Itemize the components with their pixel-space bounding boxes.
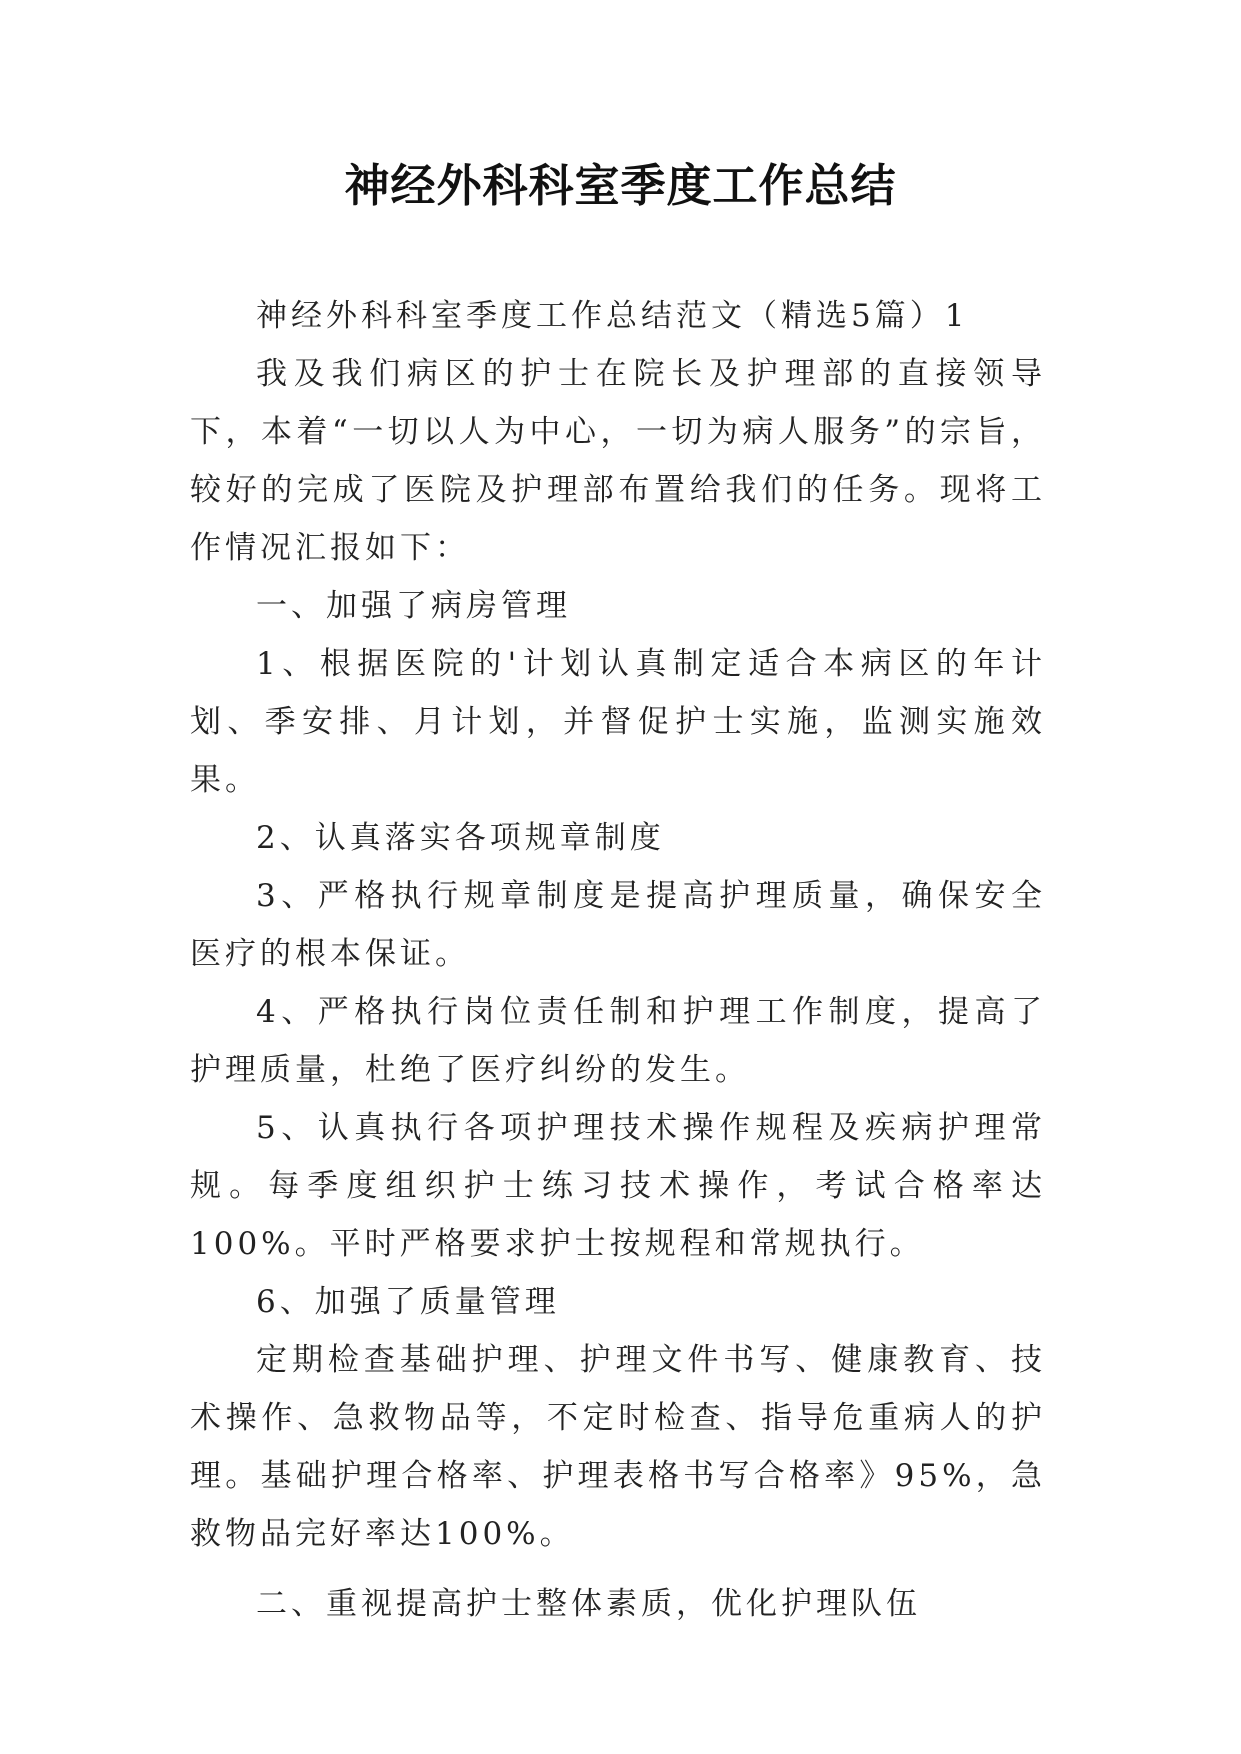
- paragraph-subtitle: 神经外科科室季度工作总结范文（精选5篇）1: [256, 298, 969, 334]
- section-heading-1: 一、加强了病房管理: [256, 588, 571, 624]
- paragraph-item-6: 6、加强了质量管理: [256, 1284, 560, 1320]
- paragraph-item-4: 4、严格执行岗位责任制和护理工作制度，提高了护理质量，杜绝了医疗纠纷的发生。: [190, 994, 1046, 1088]
- paragraph-item-2: 2、认真落实各项规章制度: [256, 820, 665, 856]
- document-title: 神经外科科室季度工作总结: [344, 159, 897, 212]
- paragraph-item-3: 3、严格执行规章制度是提高护理质量，确保安全医疗的根本保证。: [190, 878, 1046, 972]
- document-body: [190, 287, 1046, 1633]
- paragraph-intro: 我及我们病区的护士在院长及护理部的直接领导下，本着“一切以人为中心，一切为病人服务”的宗旨，较好的完成了医院及护理部布置给我们的任务。现将工作情况汇报如下：: [190, 356, 1046, 566]
- paragraph-item-1: 1、根据医院的'计划认真制定适合本病区的年计划、季安排、月计划，并督促护士实施，监测实施效果。: [190, 646, 1046, 798]
- section-heading-2: 二、重视提高护士整体素质，优化护理队伍: [256, 1586, 921, 1622]
- paragraph-quality-check: 定期检查基础护理、护理文件书写、健康教育、技术操作、急救物品等，不定时检查、指导危重病人的护理。基础护理合格率、护理表格书写合格率》95%，急救物品完好率达100%。: [190, 1342, 1046, 1552]
- paragraph-item-5: 5、认真执行各项护理技术操作规程及疾病护理常规。每季度组织护士练习技术操作，考试合格率达100%。平时严格要求护士按规程和常规执行。: [190, 1110, 1046, 1262]
